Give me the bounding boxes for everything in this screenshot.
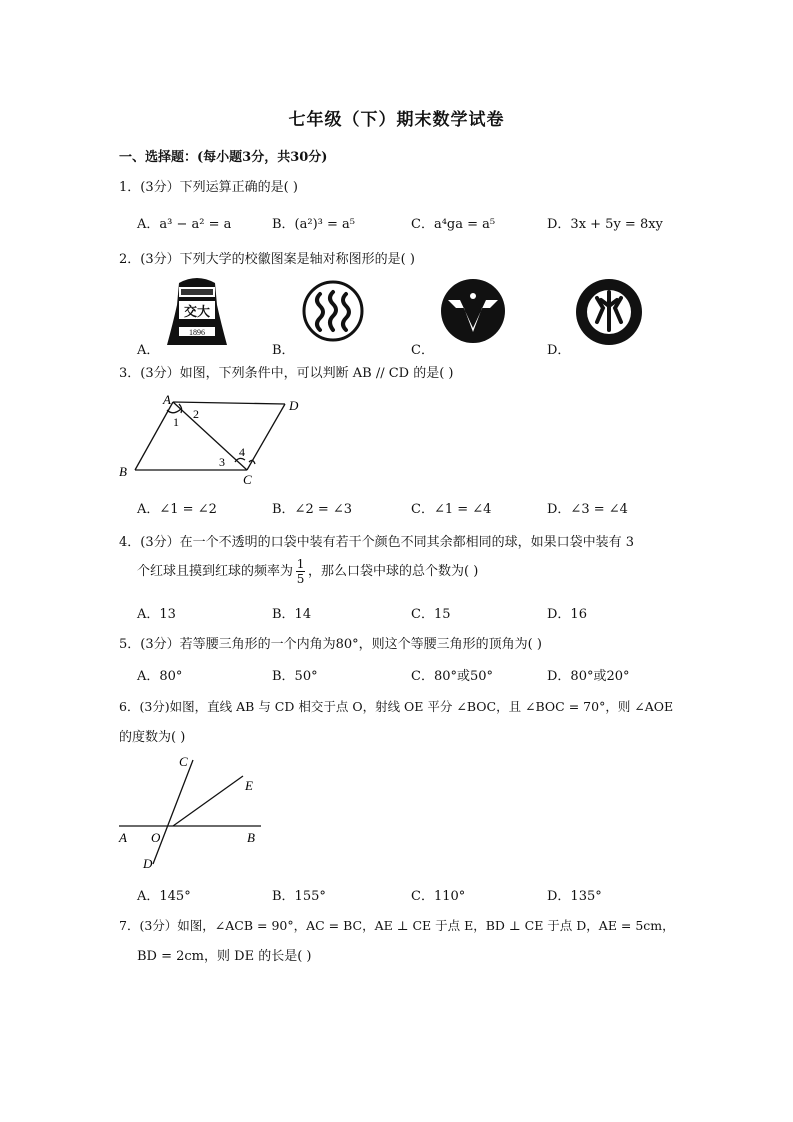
label-b: B: [247, 830, 255, 845]
emblem-c-bird-icon: [440, 278, 506, 344]
q4-text-a: 个红球且摸到红球的频率为: [137, 564, 294, 579]
question-6-stem-line2: 的度数为( ): [119, 730, 186, 745]
q2-option-b: B．: [272, 343, 295, 358]
label-angle-3: 3: [219, 455, 225, 469]
label-c: C: [243, 472, 252, 487]
q4-option-d: D．16: [547, 607, 587, 622]
q4-fraction: [296, 558, 305, 585]
q5-option-b: B．50°: [272, 669, 318, 684]
q5-option-c: C．80°或50°: [411, 669, 494, 684]
label-angle-2: 2: [193, 407, 199, 421]
question-6-stem-line1: 6．(3分)如图，直线 AB 与 CD 相交于点 O，射线 OE 平分 ∠BOC，且 ∠BOC = 70°，则 ∠AOE: [119, 699, 674, 714]
q6-option-d: D．135°: [547, 889, 602, 904]
q2-option-c: C．: [411, 343, 434, 358]
q5-option-d: D．80°或20°: [547, 669, 630, 684]
question-2-stem: 2．(3分）下列大学的校徽图案是轴对称图形的是( ): [119, 252, 415, 267]
emblem-a-bell-icon: [165, 275, 229, 349]
question-4-stem-line2: [137, 558, 478, 585]
question-4-stem-line1: 4．(3分）在一个不透明的口袋中装有若干个颜色不同其余都相同的球，如果口袋中装有 3: [119, 535, 635, 550]
q3-option-b: B．∠2 = ∠3: [272, 502, 353, 517]
q2-option-a: A．: [137, 343, 160, 358]
q6-option-b: B．155°: [272, 889, 326, 904]
fraction-numerator: 1: [296, 557, 305, 571]
question-3-stem: 3．(3分）如图，下列条件中，可以判断 AB // CD 的是( ): [119, 366, 454, 381]
q3-option-d: D．∠3 = ∠4: [547, 502, 628, 517]
question-5-stem: 5．(3分）若等腰三角形的一个内角为80°，则这个等腰三角形的顶角为( ): [119, 637, 542, 652]
label-c: C: [179, 754, 188, 769]
label-o: O: [151, 830, 161, 845]
q4-option-b: B．14: [272, 607, 312, 622]
q1-option-b: B．(a²)³ = a⁵: [272, 217, 355, 232]
q2-option-d: D．: [547, 343, 571, 358]
label-e: E: [245, 778, 253, 793]
question-1-stem: 1．(3分）下列运算正确的是( ): [119, 180, 298, 195]
label-a: A: [119, 830, 127, 845]
q1-option-d: D．3x + 5y = 8xy: [547, 217, 663, 232]
emblem-d-seal-icon: [575, 278, 643, 346]
fraction-denominator: 5: [296, 572, 305, 586]
section-heading: 一、选择题：(每小题3分，共30分): [119, 150, 328, 165]
question-7-stem-line1: 7．(3分）如图，∠ACB = 90°，AC = BC，AE ⊥ CE 于点 E，BD ⊥ CE 于点 D，AE = 5cm，: [119, 918, 675, 933]
label-angle-1: 1: [173, 415, 179, 429]
emblem-a-year: 1896: [189, 328, 205, 337]
q6-option-c: C．110°: [411, 889, 466, 904]
label-d: D: [143, 856, 153, 870]
q5-option-a: A．80°: [137, 669, 183, 684]
page-title: 七年级（下）期末数学试卷: [288, 110, 505, 130]
emblem-b-waves-icon: [302, 280, 364, 342]
q6-option-a: A．145°: [137, 889, 191, 904]
intersecting-lines-figure: [115, 752, 275, 870]
q1-option-c: C．a⁴ga = a⁵: [411, 217, 496, 232]
label-b: B: [119, 464, 127, 479]
label-angle-4: 4: [239, 445, 245, 459]
emblem-a-text: 交大: [183, 304, 211, 319]
q3-option-c: C．∠1 = ∠4: [411, 502, 492, 517]
q4-text-b: ，那么口袋中球的总个数为( ): [308, 564, 479, 579]
label-a: A: [163, 392, 171, 407]
q3-option-a: A．∠1 = ∠2: [137, 502, 217, 517]
label-d: D: [289, 398, 299, 413]
q4-option-c: C．15: [411, 607, 451, 622]
parallelogram-figure: [115, 392, 315, 487]
question-7-stem-line2: BD = 2cm，则 DE 的长是( ): [137, 949, 312, 964]
q4-option-a: A．13: [137, 607, 176, 622]
q1-option-a: A．a³ − a² = a: [137, 217, 232, 232]
